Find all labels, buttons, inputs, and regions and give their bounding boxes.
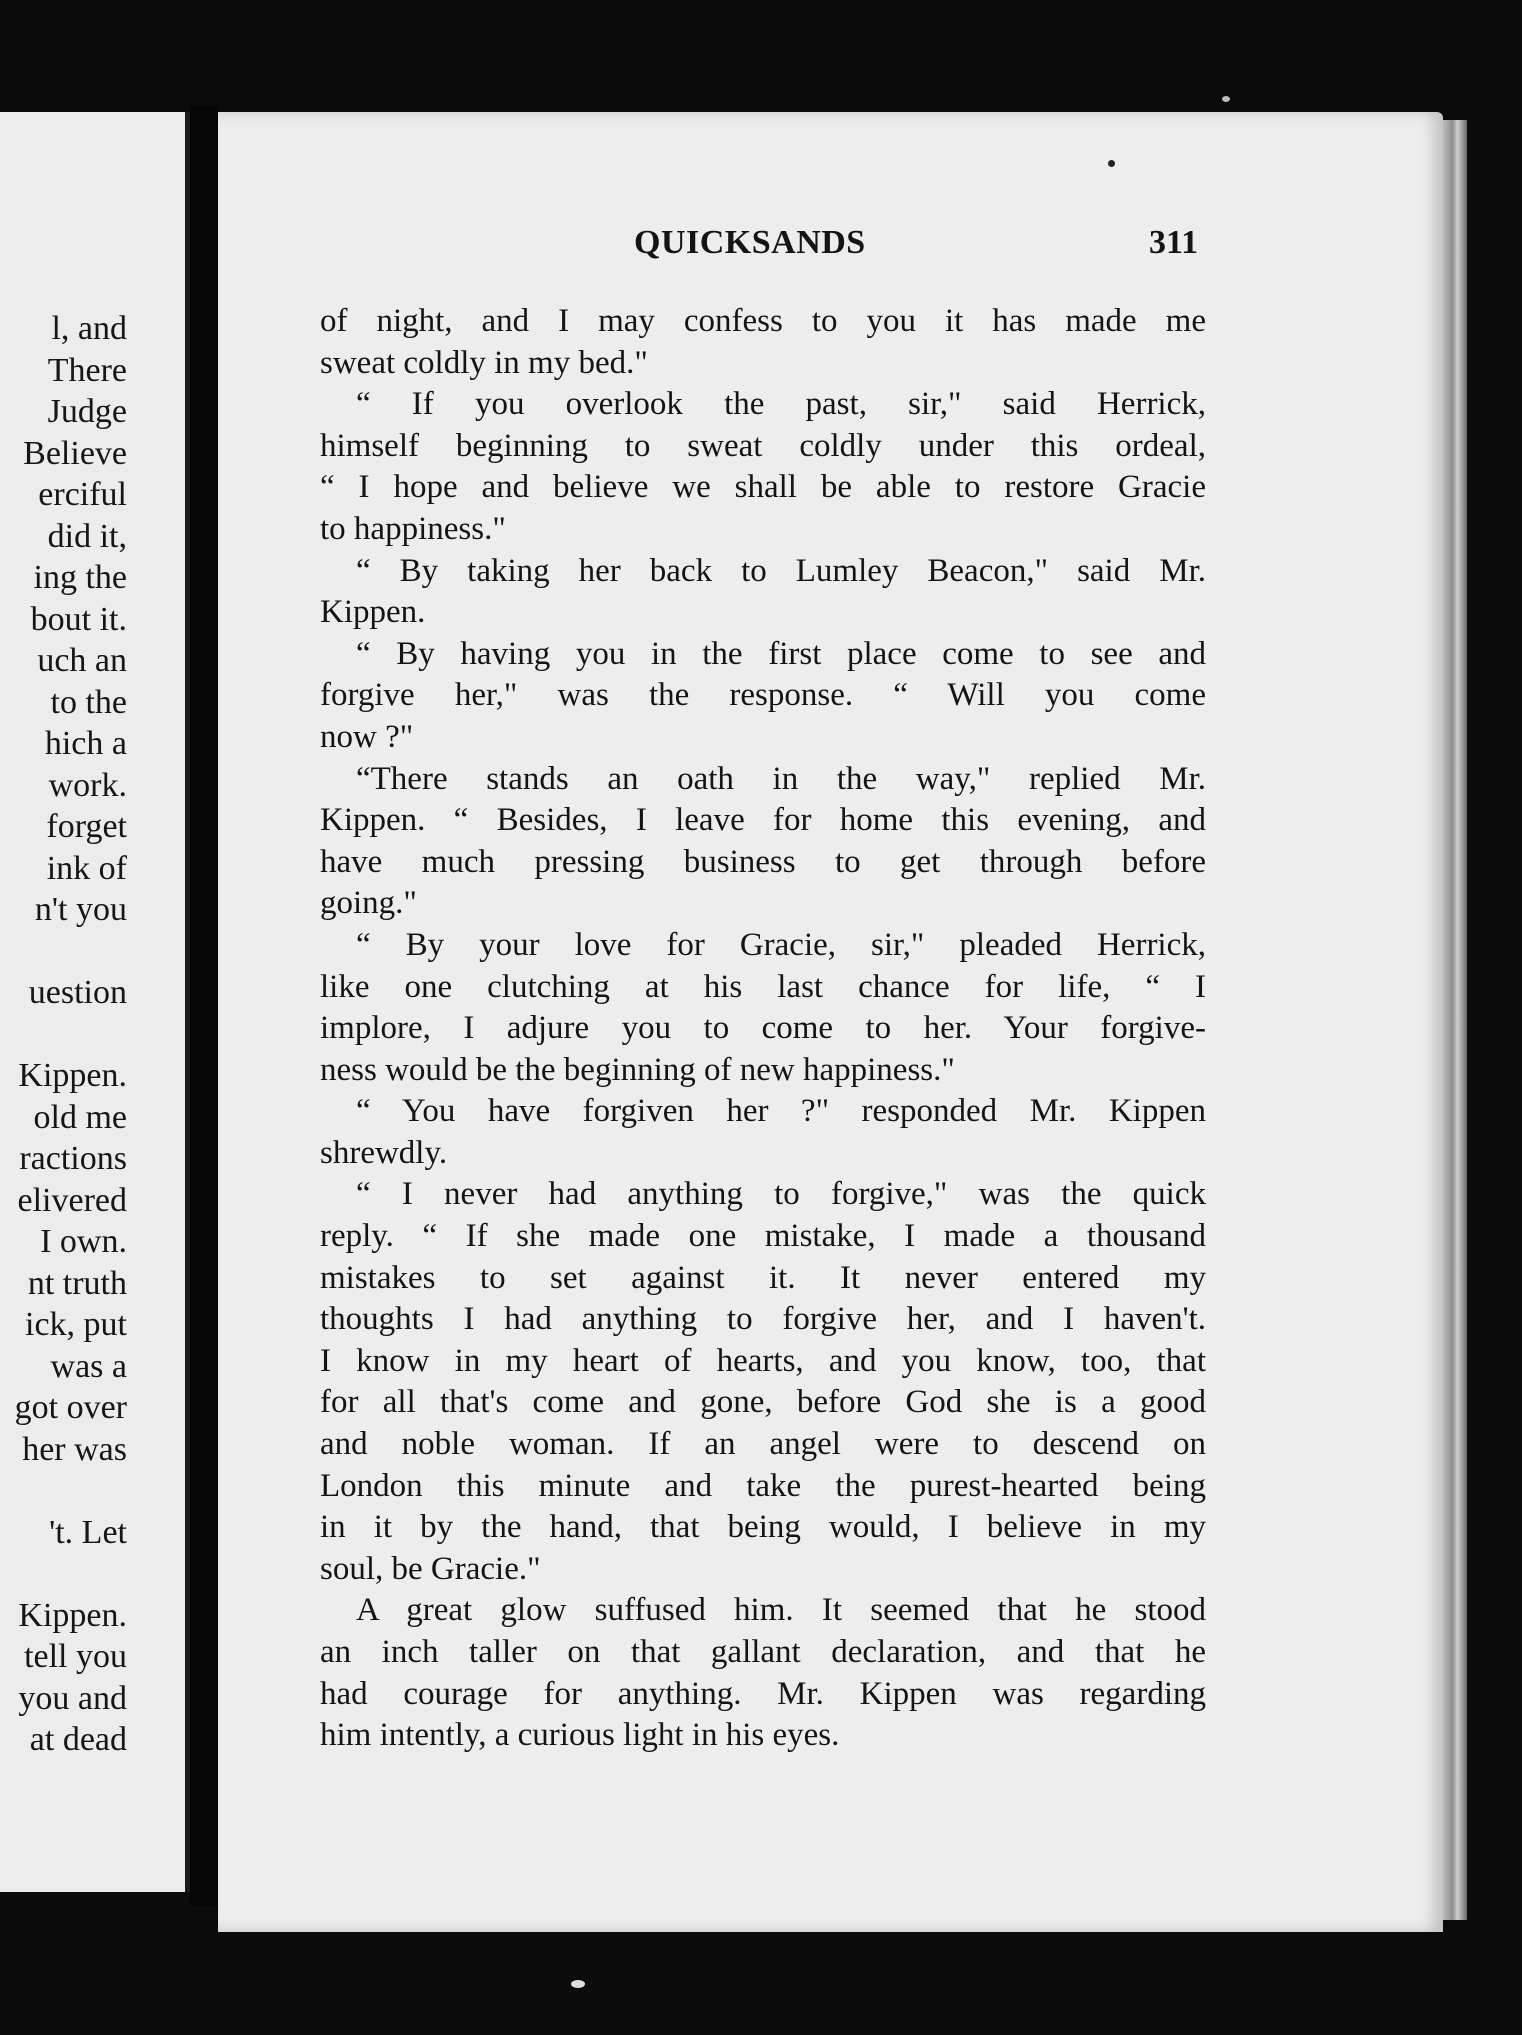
previous-page-line: you and: [18, 1679, 127, 1717]
previous-page-line: Judge: [47, 393, 127, 430]
text-line: shrewdly.: [320, 1134, 448, 1171]
text-line: Kippen.: [320, 594, 426, 631]
previous-page-line: ing the: [33, 559, 127, 596]
previous-page-line: hich a: [44, 725, 127, 762]
previous-page-line: Kippen.: [18, 1596, 127, 1634]
previous-page-line: ractions: [19, 1140, 127, 1177]
text-line: going.": [320, 885, 417, 922]
previous-page-line: uestion: [28, 974, 127, 1011]
previous-page-line: tell you: [24, 1638, 127, 1675]
book-gutter: [190, 106, 218, 1906]
text-line: in it by the hand, that being would, I believe in my: [320, 1509, 1206, 1546]
text-line: now ?": [320, 718, 414, 755]
text-line: “ By taking her back to Lumley Beacon," said Mr.: [356, 552, 1206, 589]
previous-page-line: work.: [48, 766, 127, 804]
text-line: and noble woman. If an angel were to descend on: [320, 1426, 1206, 1463]
previous-page-line: There: [47, 351, 127, 389]
previous-page-line: erciful: [38, 476, 127, 513]
ink-speck: [1108, 160, 1115, 167]
page-body-text: [320, 301, 1206, 1757]
previous-page-line: at dead: [29, 1721, 127, 1758]
previous-page-line: her was: [22, 1430, 127, 1468]
text-line: London this minute and take the purest-hearted being: [320, 1467, 1206, 1504]
text-line: to happiness.": [320, 510, 506, 547]
text-line: soul, be Gracie.": [320, 1550, 541, 1587]
ink-speck: [571, 1980, 585, 1988]
text-line: “ If you overlook the past, sir," said Herrick,: [356, 386, 1206, 423]
previous-page-line: [15, 1014, 127, 1056]
text-line: “ By having you in the first place come to see and: [356, 635, 1206, 672]
previous-page-line: forget: [46, 808, 127, 845]
text-line: implore, I adjure you to come to her. Your forgive-: [320, 1010, 1206, 1047]
text-line: Kippen. “ Besides, I leave for home this evening, and: [320, 802, 1206, 839]
previous-page-fragment: [0, 112, 191, 1892]
text-line: for all that's come and gone, before God she is a good: [320, 1384, 1206, 1421]
text-line: sweat coldly in my bed.": [320, 344, 648, 381]
text-line: of night, and I may confess to you it has made me: [320, 303, 1206, 339]
previous-page-line: old me: [33, 1098, 127, 1136]
previous-page-line: Believe: [23, 434, 127, 472]
previous-page-line: ink of: [46, 849, 127, 887]
previous-page-line: [15, 1553, 127, 1595]
text-line: ness would be the beginning of new happiness.": [320, 1051, 955, 1088]
previous-page-line: bout it.: [30, 600, 127, 638]
previous-page-line: Kippen.: [18, 1057, 127, 1094]
text-line: him intently, a curious light in his eyes.: [320, 1717, 840, 1754]
text-line: “ By your love for Gracie, sir," pleaded Herrick,: [356, 926, 1206, 963]
previous-page-line: to the: [50, 683, 127, 721]
text-line: have much pressing business to get through before: [320, 843, 1206, 880]
text-line: A great glow suffused him. It seemed that he stood: [356, 1592, 1206, 1629]
text-line: “There stands an oath in the way," replied Mr.: [356, 760, 1206, 797]
previous-page-line: was a: [50, 1347, 127, 1385]
previous-page-line: 't. Let: [49, 1513, 127, 1551]
text-line: himself beginning to sweat coldly under this ordeal,: [320, 427, 1206, 464]
text-line: reply. “ If she made one mistake, I made a thousand: [320, 1218, 1206, 1255]
text-line: “ I never had anything to forgive," was the quick: [356, 1176, 1206, 1213]
previous-page-line: did it,: [47, 517, 127, 555]
previous-page-line: n't you: [34, 891, 127, 928]
previous-page-line: ick, put: [25, 1306, 127, 1343]
text-line: “ I hope and believe we shall be able to restore Gracie: [320, 469, 1206, 506]
ink-speck: [1222, 96, 1230, 102]
text-line: I know in my heart of hearts, and you know, too, that: [320, 1342, 1206, 1379]
text-line: thoughts I had anything to forgive her, and I haven't.: [320, 1301, 1206, 1338]
previous-page-line: l, and: [51, 310, 127, 347]
previous-page-line: elivered: [17, 1181, 127, 1219]
text-line: had courage for anything. Mr. Kippen was regarding: [320, 1675, 1206, 1712]
previous-page-line: I own.: [40, 1223, 127, 1260]
running-head: QUICKSANDS: [634, 224, 866, 261]
previous-page-text: [15, 308, 127, 1761]
previous-page-line: uch an: [37, 642, 127, 679]
text-line: an inch taller on that gallant declaration, and that he: [320, 1634, 1206, 1670]
text-line: mistakes to set against it. It never entered my: [320, 1259, 1206, 1296]
previous-page-line: [15, 1470, 127, 1512]
text-line: forgive her," was the response. “ Will you come: [320, 677, 1206, 714]
previous-page-line: got over: [14, 1389, 127, 1426]
text-line: “ You have forgiven her ?" responded Mr. Kippen: [356, 1093, 1206, 1130]
previous-page-line: [15, 931, 127, 973]
text-line: like one clutching at his last chance for life, “ I: [320, 968, 1206, 1005]
page-number: 311: [1149, 224, 1199, 261]
previous-page-line: nt truth: [27, 1264, 127, 1302]
page-edge: [1443, 120, 1467, 1920]
